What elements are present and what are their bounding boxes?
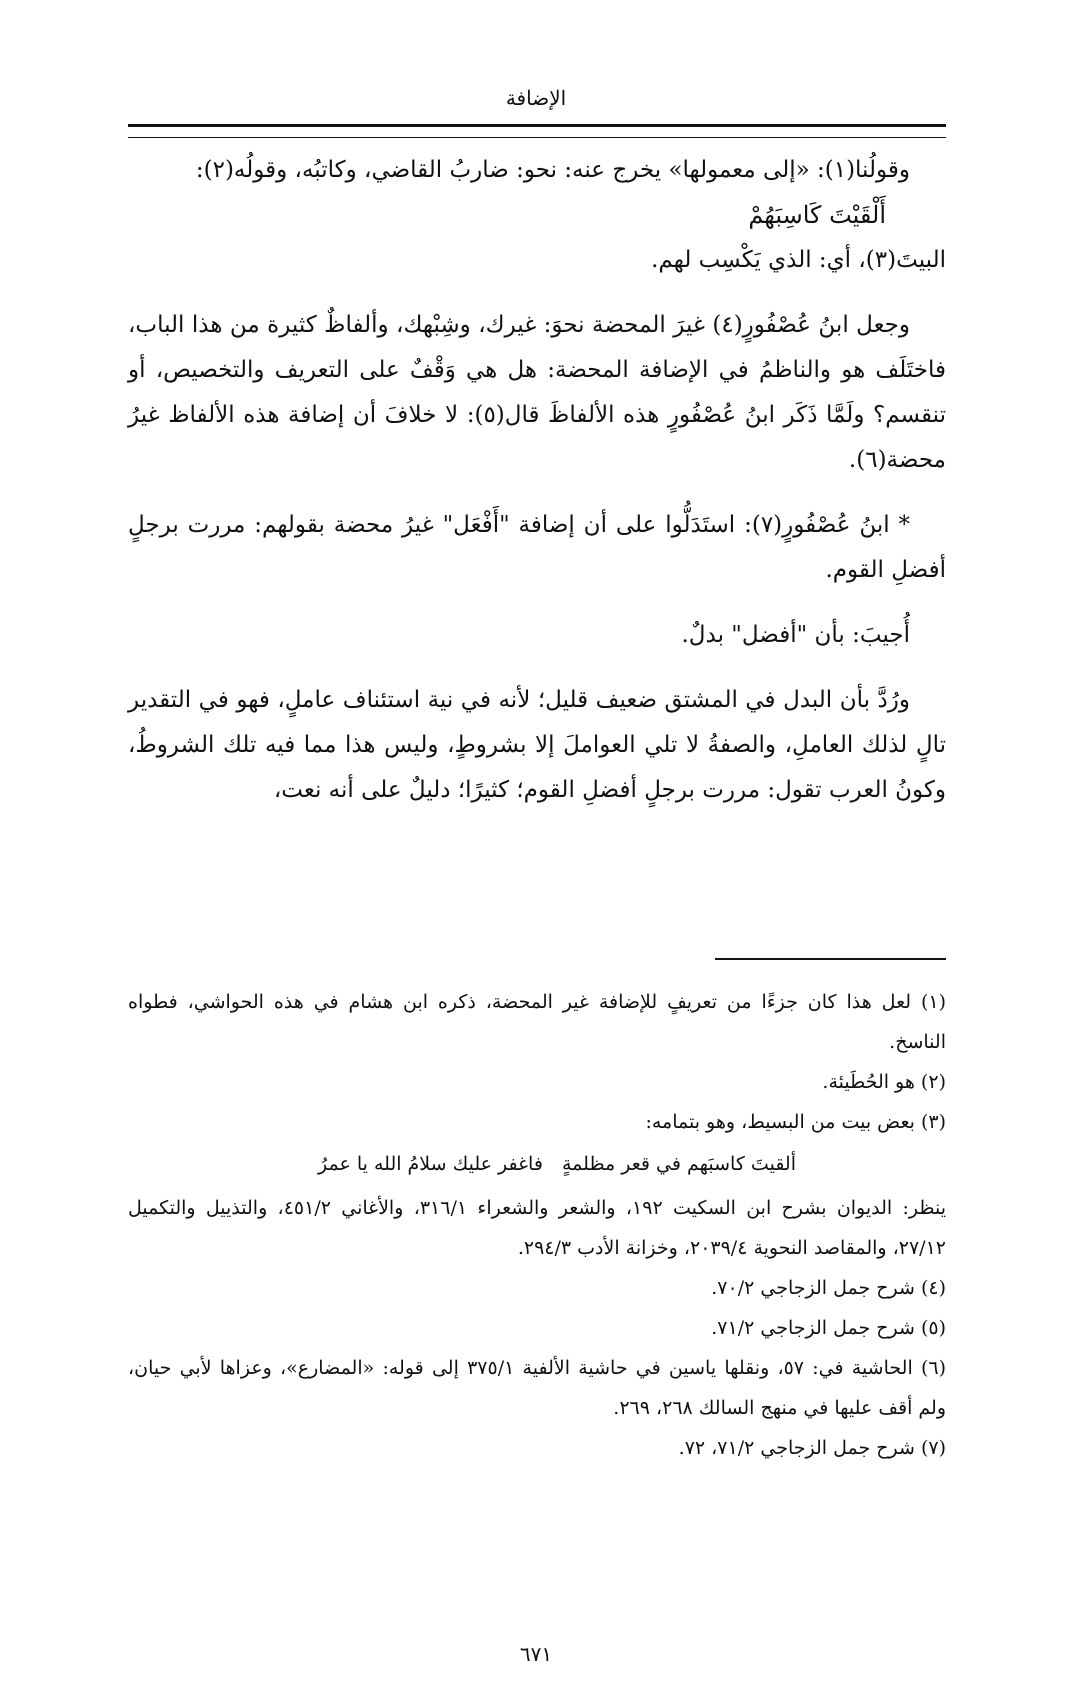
verse-second-hemistich: فاغفر عليك سلامُ الله يا عمرُ (318, 1153, 543, 1175)
footnote-6: (٦) الحاشية في: ٥٧، ونقلها ياسين في حاشية الألفية ٣٧٥/١ إلى قوله: «المضارع»، وعزاها لأبي حيان، ولم أقف عليها في منهج السالك ٢٦٨، ٢٦٩. (128, 1357, 946, 1419)
footnote-5: (٥) شرح جمل الزجاجي ٧١/٢. (711, 1317, 946, 1339)
footnote-2: (٢) هو الحُطَيئة. (822, 1071, 946, 1093)
main-text (128, 148, 946, 813)
paragraph-2: البيتَ(٣)، أي: الذي يَكْسِب لهم. (651, 247, 946, 273)
paragraph-4: * ابنُ عُصْفُورٍ(٧): استَدَلُّوا على أن إضافة "أَفْعَل" غيرُ محضة بقولهم: مررت برجلٍ أفضلِ القوم. (128, 512, 946, 583)
header-rule-thick (128, 124, 946, 127)
footnote-7: (٧) شرح جمل الزجاجي ٧١/٢، ٧٢. (678, 1437, 946, 1459)
page-number: ٦٧١ (519, 1642, 553, 1666)
header-rule-thin (128, 137, 946, 138)
running-title: الإضافة (505, 86, 567, 110)
footnote-3-verse (128, 1144, 946, 1184)
verse-line: أَلْقَيْتَ كَاسِبَهُمْ (748, 201, 886, 229)
paragraph-6: ورُدَّ بأن البدل في المشتق ضعيف قليل؛ لأنه في نية استئناف عاملٍ، فهو في التقدير تالٍ لذلك العاملِ، والصفةُ لا تلي العواملَ إلا بشروطٍ، وليس هذا مما فيه تلك الشروطُ، وكونُ العرب تقول: مررت برجلٍ أفضلِ القوم؛ كثيرًا؛ دليلٌ على أنه نعت، (128, 687, 946, 803)
footnote-1: (١) لعل هذا كان جزءًا من تعريفٍ للإضافة غير المحضة، ذكره ابن هشام في هذه الحواشي، فطواه الناسخ. (128, 991, 946, 1053)
paragraph-5: أُجيبَ: بأن "أفضل" بدلٌ. (681, 622, 910, 648)
paragraph-3: وجعل ابنُ عُصْفُورٍ(٤) غيرَ المحضة نحوَ: غيرك، وشِبْهك، وألفاظٌ كثيرة من هذا الباب، فاختَلَف هو والناظمُ في الإضافة المحضة: هل هي وَقْفٌ على التعريف والتخصيص، أو تنقسم؟ ولَمَّا ذَكَر ابنُ عُصْفُورٍ هذه الألفاظَ قال(٥): لا خلافَ أن إضافة هذه الألفاظ غيرُ محضة(٦). (128, 312, 946, 473)
paragraph-1: وقولُنا(١): «إلى معمولها» يخرج عنه: نحو: ضاربُ القاضي، وكاتبُه، وقولُه(٢): (195, 157, 910, 183)
footnote-3: (٣) بعض بيت من البسيط، وهو بتمامه: (645, 1111, 946, 1133)
footnote-separator (715, 958, 946, 960)
footnotes (128, 982, 946, 1468)
verse-first-hemistich: ألقيتَ كاسبَهم في قعر مظلمةٍ (562, 1153, 796, 1175)
footnote-3-references: ينظر: الديوان بشرح ابن السكيت ١٩٢، والشعر والشعراء ٣١٦/١، والأغاني ٤٥١/٢، والتذييل والتكميل ٢٧/١٢، والمقاصد النحوية ٢٠٣٩/٤، وخزانة الأدب ٢٩٤/٣. (128, 1197, 947, 1259)
footnote-4: (٤) شرح جمل الزجاجي ٧٠/٢. (711, 1277, 946, 1299)
